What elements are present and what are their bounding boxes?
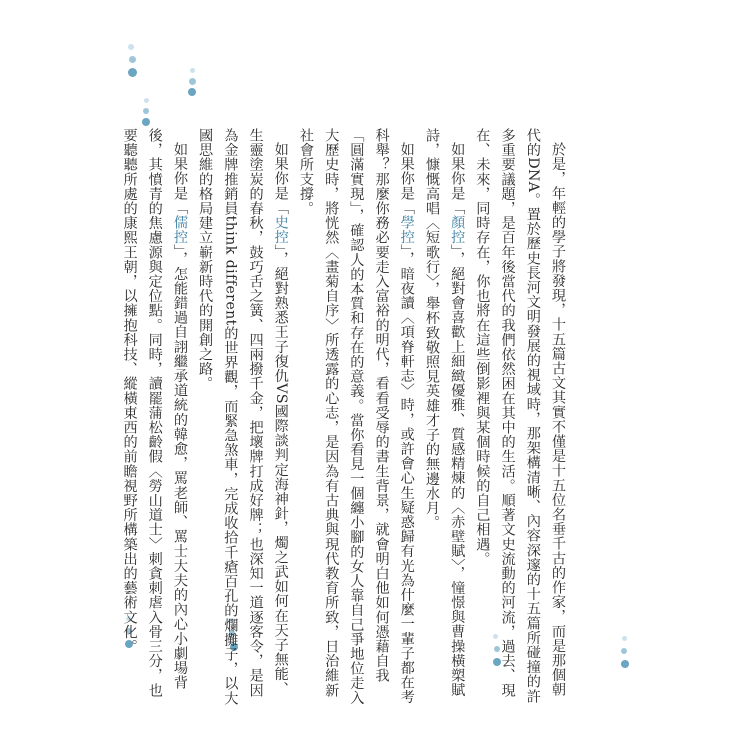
bubble-dot (190, 68, 195, 73)
paragraph-p4 (192, 128, 293, 708)
text-segment: 」，怎能錯過自詡繼承道統的韓愈，罵老師、罵士大夫的內心小劇場背後，其憤青的焦慮源與定位點。同時，讀罷蒲松齡假〈勞山道士〉刺貪刺虐入骨三分，也要聽聽所處的康熙王朝，以擁抱科技、縱橫東西的前瞻視野所構築出的藝術文化。 (121, 128, 188, 698)
bubble-dot (143, 108, 149, 114)
bubble-dot (621, 648, 627, 654)
bubble-dot (128, 68, 137, 77)
text-segment: 於是，年輕的學子將發現，十五篇古文其實不僅是十五位名垂千古的作家，而是那個朝代的DNA。置於歷史長河文明發展的視域時，那架構清晰、內容深邃的十五篇所碰撞的許多重要議題，是百年後當代的我們依然困在其中的生活。順著文史流動的河流，過去、現在、未來，同時存在，你也將在這些倒影裡與某個時候的自己相遇。 (474, 128, 566, 704)
body-text (116, 128, 570, 708)
text-segment: 」，暗夜讀〈項脊軒志〉時，或許會心生疑惑歸有光為什麼一輩子都在考科舉？那麼你務必要走入富裕的明代，看看受辱的書生背景，就會明白他如何憑藉自我「圓滿實現」，確認人的本質和存在的意義。當你看見一個纏小腳的女人靠自己爭地位走入大歷史時，將恍然〈畫菊自序〉所透露的心志，是因為有古典與現代教育所致，日治維新社會所支撐。 (297, 128, 415, 705)
bubble-dot (142, 118, 150, 126)
bubble-dot (128, 44, 134, 50)
text-segment: 如果你是「 (171, 142, 188, 216)
paragraph-p3 (293, 128, 419, 708)
bubble-dot (144, 98, 149, 103)
highlight-term: 史控 (272, 215, 289, 245)
highlight-term: 儒控 (171, 215, 188, 245)
bubble-dot (188, 88, 196, 96)
paragraph-p1 (469, 128, 570, 708)
paragraph-p5 (116, 128, 192, 708)
highlight-term: 顏控 (449, 215, 466, 245)
bubble-dot (189, 78, 196, 85)
text-segment: 如果你是「 (398, 142, 415, 216)
bubble-dot (129, 56, 136, 63)
bubble-dot (622, 636, 627, 641)
text-segment: 」，絕對會喜歡上細緻優雅、質感精煉的〈赤壁賦〉，憧憬與曹操橫槊賦詩，慷慨高唱〈短歌行〉，舉杯致敬照見英雄才子的無邊水月。 (423, 128, 466, 698)
bubble-dot (621, 660, 629, 668)
text-segment: 」，絕對熟悉王子復仇VS國際談判定海神針，燭之武如何在天子無能、生靈塗炭的春秋，鼓巧舌之簧、四兩撥千金，把壞牌打成好牌；也深知一道逐客令，是因為金牌推銷員think different的世界觀，而緊急煞車，完成收拾千瘡百孔的爛攤子，以大國思維的格局建立嶄新時代的開創之路。 (197, 128, 289, 706)
highlight-term: 學控 (398, 215, 415, 245)
text-segment: 如果你是「 (272, 142, 289, 216)
paragraph-p2 (419, 128, 469, 708)
text-segment: 如果你是「 (449, 142, 466, 216)
